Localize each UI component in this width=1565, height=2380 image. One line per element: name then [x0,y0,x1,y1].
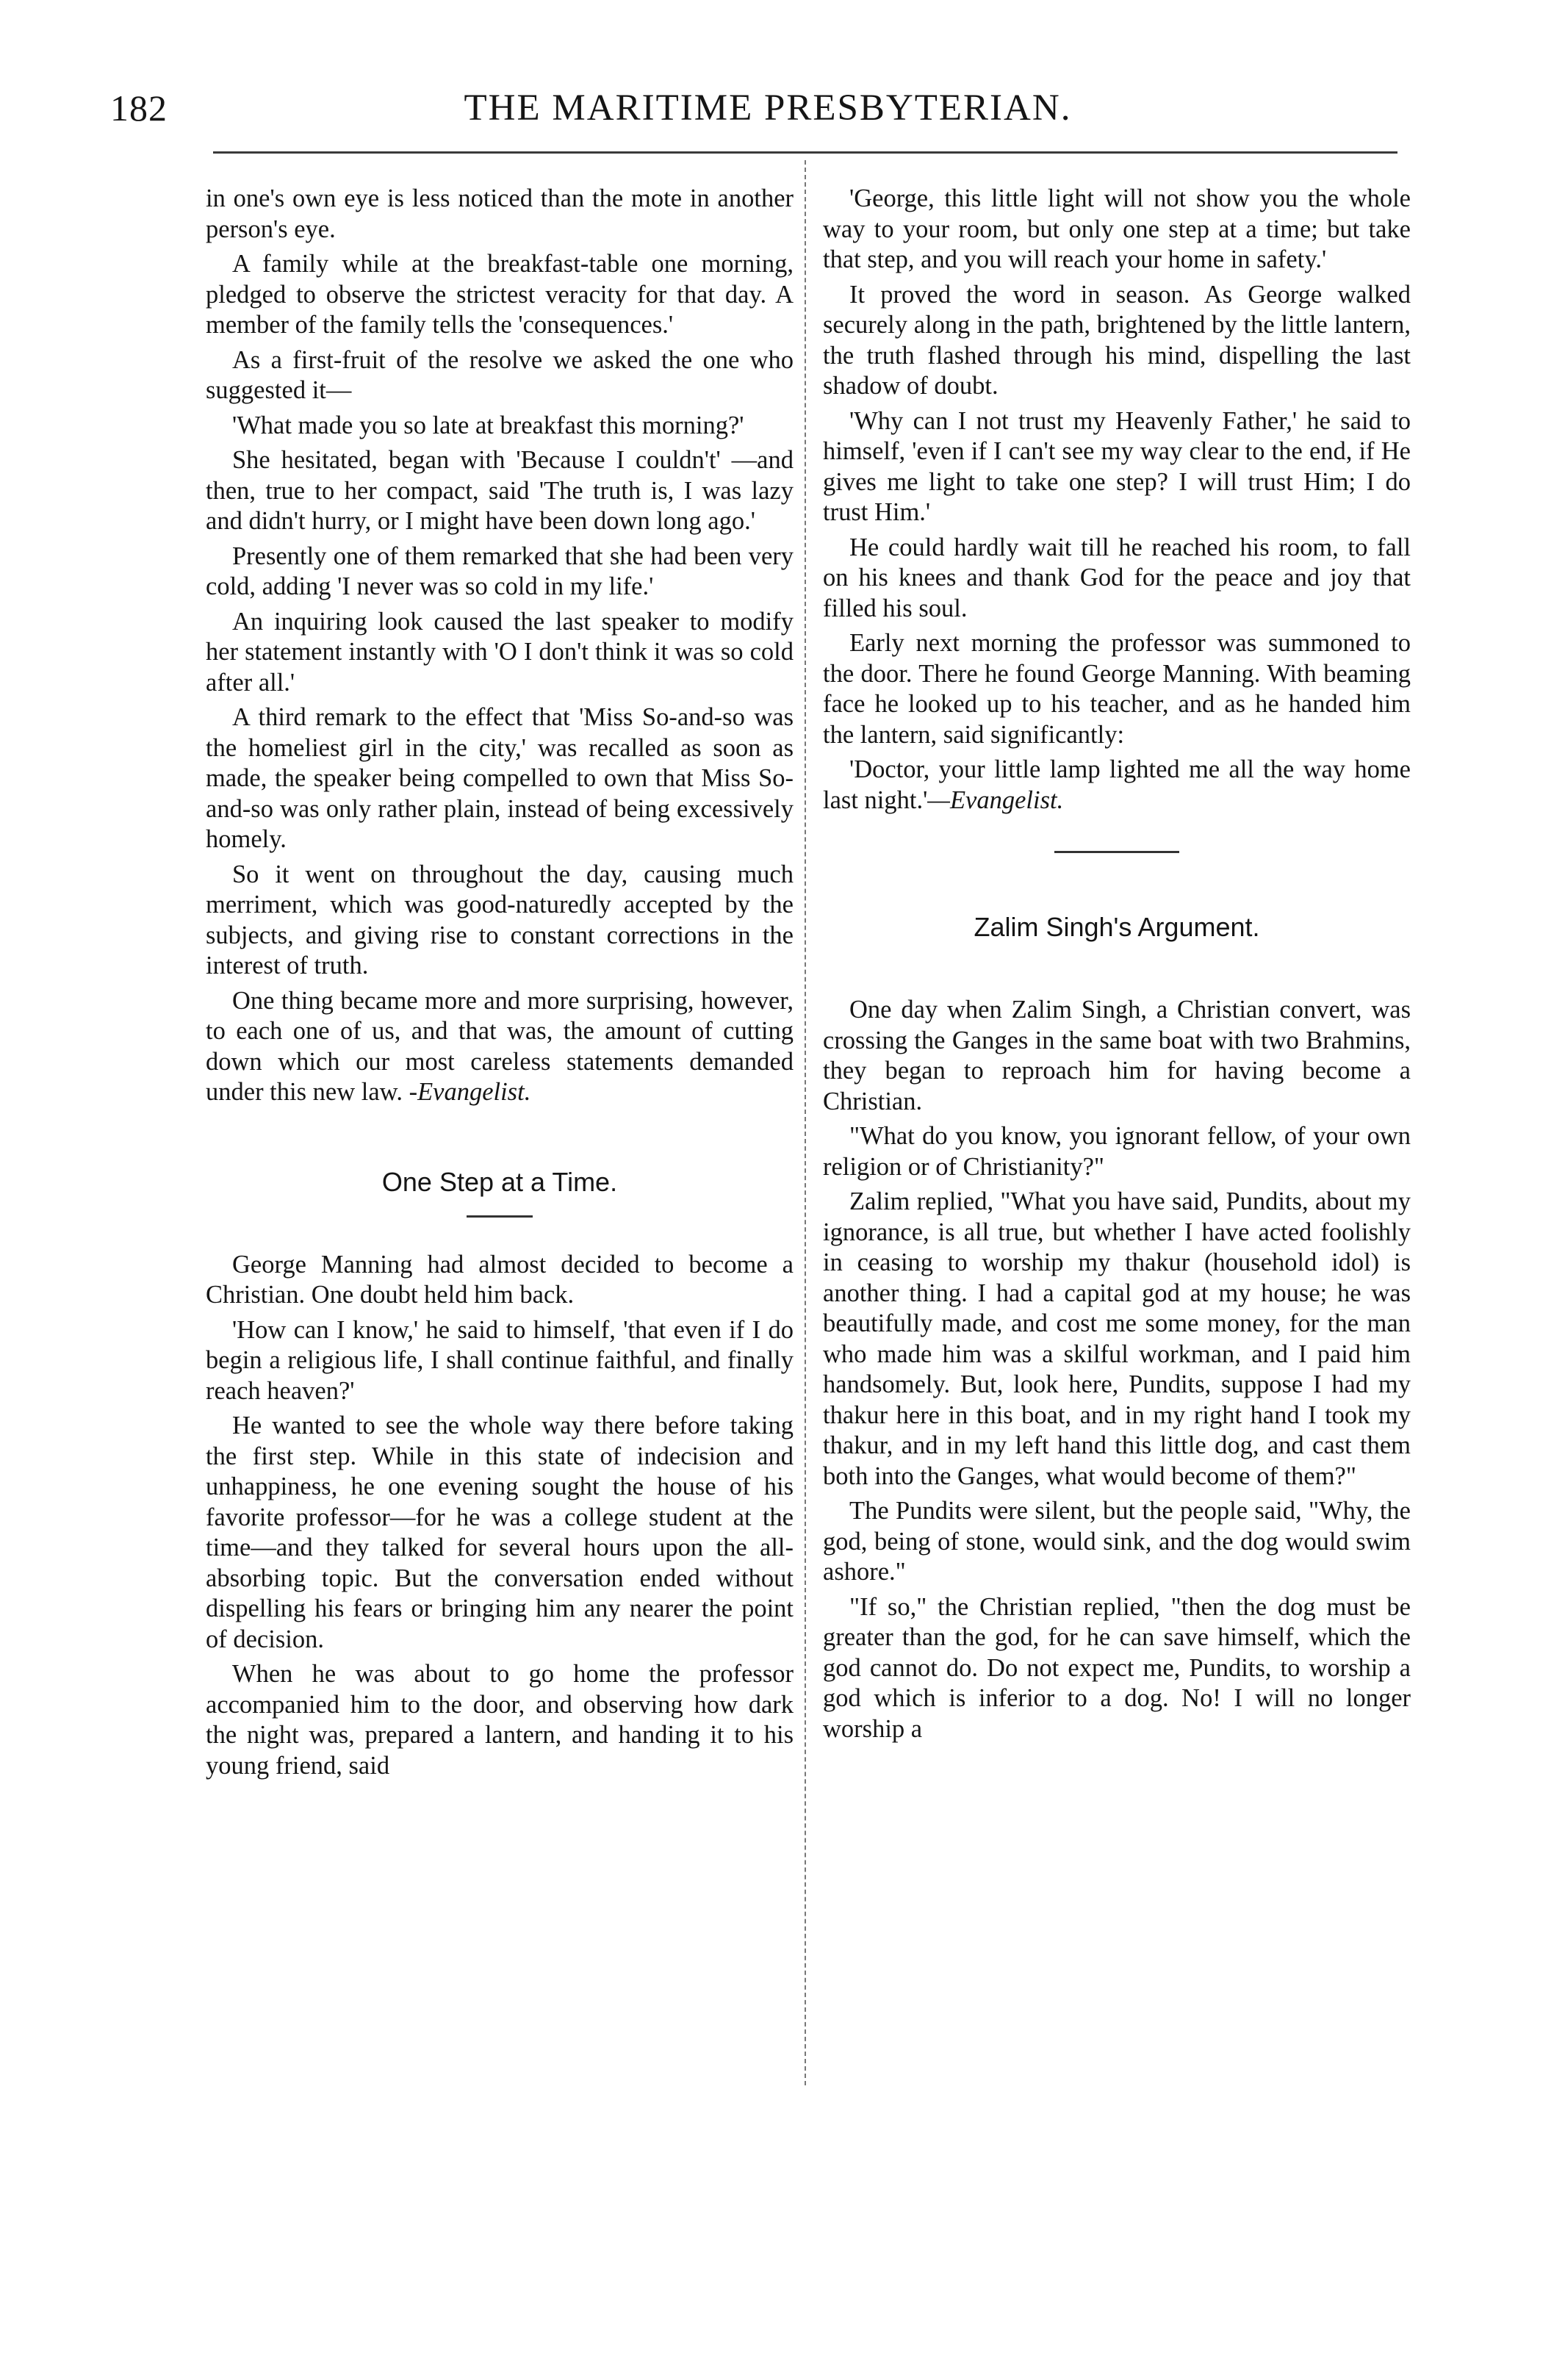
running-head [110,87,1425,138]
paragraph: 'What made you so late at breakfast this morning?' [232,411,744,439]
paragraph [206,986,794,1108]
paragraph: Presently one of them remarked that she had been very cold, adding 'I never was so cold in my life.' [206,542,794,600]
paragraph: It proved the word in season. As George walked securely along in the path, brightened by the little lantern, the truth flashed through his mind, dispelling the last shadow of doubt. [823,280,1411,400]
journal-title: THE MARITIME PRESBYTERIAN. [464,87,1072,129]
paragraph: "What do you know, you ignorant fellow, of your own religion or of Christianity?" [823,1122,1411,1181]
paragraph: 'George, this little light will not show you the whole way to your room, but only one step at a time; but take that step, and you will reach your home in safety.' [823,184,1411,273]
paragraph-text: 'Doctor, your little lamp lighted me all the way home last night.' [823,755,1411,814]
paragraph: in one's own eye is less noticed than the mote in another person's eye. [206,184,794,243]
left-column [206,184,794,1786]
paragraph: Early next morning the professor was summoned to the door. There he found George Manning. With beaming face he looked up to his teacher, and as he handed him the lantern, said significantly: [823,629,1411,749]
section-rule [1054,851,1179,853]
paragraph: He could hardly wait till he reached his room, to fall on his knees and thank God for the peace and joy that filled his soul. [823,533,1411,622]
right-column [823,184,1411,1749]
paragraph: A family while at the breakfast-table one morning, pledged to observe the strictest veracity for that day. A member of the family tells the 'consequences.' [206,250,794,339]
section-heading-zalim-singh: Zalim Singh's Argument. [974,912,1260,942]
source-credit: —Evangelist. [927,785,1064,814]
paragraph: George Manning had almost decided to become a Christian. One doubt held him back. [206,1250,794,1309]
paragraph: When he was about to go home the professor accompanied him to the door, and observing how dark the night was, prepared a lantern, and handing it to his young friend, said [206,1660,794,1780]
paragraph: A third remark to the effect that 'Miss So-and-so was the homeliest girl in the city,' was recalled as soon as made, the speaker being compelled to own that Miss So-and-so was only rather plain, instead of being excessively homely. [206,703,794,853]
paragraph: An inquiring look caused the last speaker to modify her statement instantly with 'O I don't think it was so cold after all.' [206,607,794,697]
paragraph: One day when Zalim Singh, a Christian convert, was crossing the Ganges in the same boat with two Brahmins, they began to reproach him for having become a Christian. [823,996,1411,1115]
paragraph: 'How can I know,' he said to himself, 'that even if I do begin a religious life, I shall continue faithful, and finally reach heaven?' [206,1315,794,1405]
column-divider [805,160,806,2085]
page-number: 182 [110,87,168,129]
paragraph: So it went on throughout the day, causing much merriment, which was good-naturedly accepted by the subjects, and giving rise to constant corrections in the interest of truth. [206,860,794,979]
paragraph: Zalim replied, "What you have said, Pundits, about my ignorance, is all true, but whether I have acted foolishly in ceasing to worship my thakur (household idol) is another thing. I had a capital god at my house; he was beautifully made, and cost me some money, for the man who made him was a skilful workman, and I paid him handsomely. But, look here, Pundits, suppose I had my thakur here in this boat, and in my right hand I took my thakur, and in my left hand this little dog, and cast them both into the Ganges, what would become of them?" [823,1187,1411,1490]
section-heading-one-step: One Step at a Time. [381,1166,618,1197]
source-credit: -Evangelist. [409,1078,531,1106]
paragraph: "If so," the Christian replied, "then the dog must be greater than the god, for he can save himself, which the god cannot do. Do not expect me, Pundits, to worship a god which is inferior to a dog. No! I will no longer worship a [823,1592,1411,1743]
paragraph: 'Why can I not trust my Heavenly Father,' he said to himself, 'even if I can't see my way clear to the end, if He gives me light to take one step? I will trust Him; I do trust Him.' [823,406,1411,526]
paragraph [823,755,1411,816]
header-rule [213,151,1397,154]
paragraph: As a first-fruit of the resolve we asked the one who suggested it— [206,345,794,404]
paragraph: The Pundits were silent, but the people said, "Why, the god, being of stone, would sink, and the dog would swim ashore." [823,1497,1411,1586]
paragraph-text: One thing became more and more surprising, however, to each one of us, and that was, the amount of cutting down which our most careless statements demanded under this new law. [206,986,794,1106]
paragraph: He wanted to see the whole way there before taking the first step. While in this state of indecision and unhappiness, he one evening sought the house of his favorite professor—for he was a college student at the time—and they talked for several hours upon the all-absorbing topic. But the conversation ended without dispelling his fears or bringing him any nearer the point of decision. [206,1412,794,1653]
heading-rule [467,1215,533,1218]
paragraph: She hesitated, began with 'Because I couldn't' —and then, true to her compact, said 'The truth is, I was lazy and didn't hurry, or I might have been down long ago.' [206,446,794,535]
